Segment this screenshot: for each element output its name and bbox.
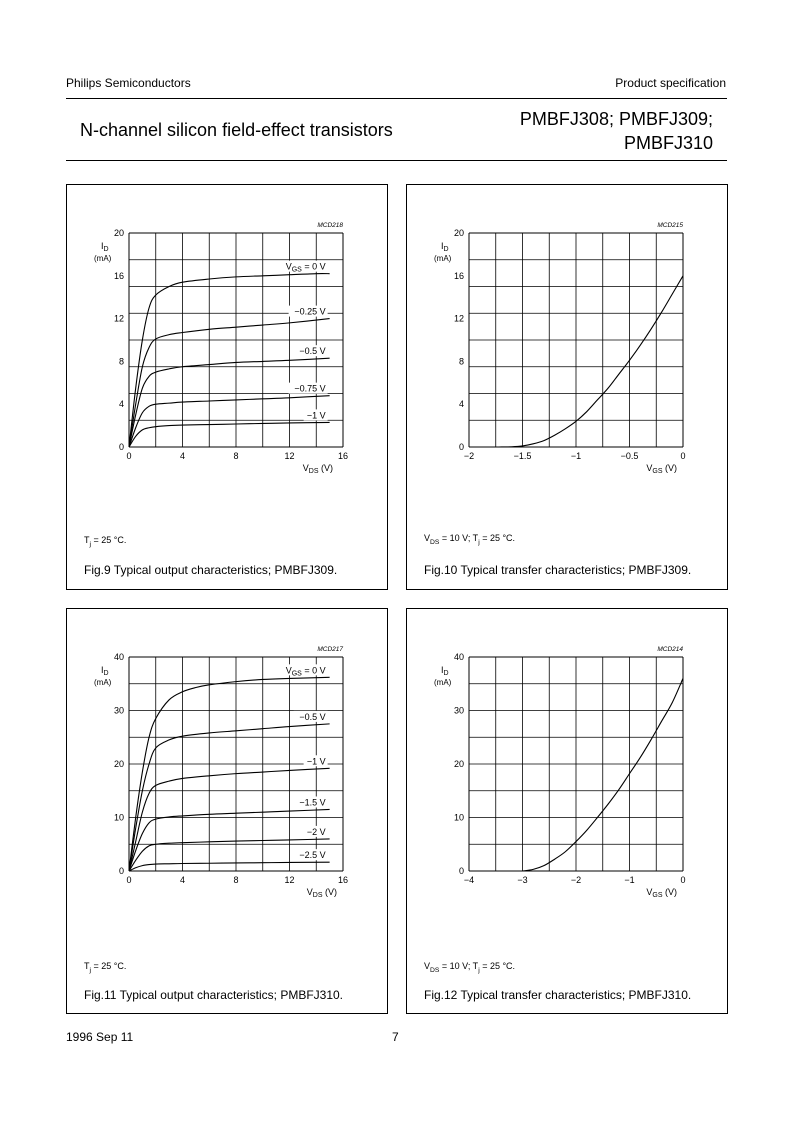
x-axis-label: $V_{GS}$ (V) xyxy=(646,463,677,475)
x-tick-label: 4 xyxy=(179,451,186,461)
footer-date: 1996 Sep 11 xyxy=(66,1030,134,1044)
x-tick-label: 0 xyxy=(126,875,132,885)
y-tick-label: 0 xyxy=(458,866,464,876)
figure-code: MCD217 xyxy=(317,646,343,653)
series-label: −1 V xyxy=(306,756,326,767)
y-tick-label: 40 xyxy=(113,652,124,662)
figure-9-chart xyxy=(67,185,389,591)
y-axis-unit: (mA) xyxy=(94,254,112,263)
part-numbers xyxy=(520,107,713,155)
series-line xyxy=(129,358,330,447)
x-axis-label: $V_{DS}$ (V) xyxy=(302,463,333,475)
x-tick-label: 12 xyxy=(284,451,295,461)
x-tick-label: 0 xyxy=(680,451,686,461)
y-axis-unit: (mA) xyxy=(94,678,112,687)
page-number: 7 xyxy=(392,1030,399,1044)
y-tick-label: 0 xyxy=(458,442,464,452)
x-tick-label: −1 xyxy=(624,875,635,885)
y-tick-label: 30 xyxy=(113,705,124,716)
series-label: −0.5 V xyxy=(299,711,326,722)
x-axis-label: $V_{DS}$ (V) xyxy=(306,887,337,899)
y-tick-label: 20 xyxy=(453,228,464,238)
figure-12-caption: Fig.12 Typical transfer characteristics; PMBFJ310. xyxy=(424,988,692,1002)
x-tick-label: −1.5 xyxy=(513,451,532,461)
x-tick-label: 8 xyxy=(233,451,239,461)
y-tick-label: 16 xyxy=(453,270,464,281)
figure-9-panel xyxy=(66,184,388,590)
y-tick-label: 10 xyxy=(453,812,464,823)
y-tick-label: 20 xyxy=(453,759,464,769)
part-numbers-line1: PMBFJ308; PMBFJ309; xyxy=(519,109,713,129)
figure-10-chart xyxy=(407,185,729,591)
title-rule xyxy=(66,160,727,161)
x-tick-label: −2 xyxy=(570,875,582,885)
x-tick-label: 4 xyxy=(179,875,186,885)
figure-12-chart xyxy=(407,609,729,1015)
figure-10-caption: Fig.10 Typical transfer characteristics; PMBFJ309. xyxy=(424,563,692,577)
figure-11-caption: Fig.11 Typical output characteristics; PMBFJ310. xyxy=(84,988,344,1002)
part-numbers-line2: PMBFJ310 xyxy=(623,133,713,153)
y-axis-label: $I_D$ xyxy=(441,241,449,253)
document-title: N-channel silicon field-effect transistors xyxy=(80,120,393,140)
figure-12-panel xyxy=(406,608,728,1014)
y-tick-label: 8 xyxy=(458,356,464,367)
series-label: −0.25 V xyxy=(294,306,326,317)
chart-grid xyxy=(469,657,683,871)
y-axis-label: $I_D$ xyxy=(441,665,449,677)
x-tick-label: 0 xyxy=(126,451,132,461)
y-tick-label: 8 xyxy=(118,356,124,367)
y-axis-label: $I_D$ xyxy=(101,241,109,253)
y-tick-label: 12 xyxy=(453,313,464,324)
company-name: Philips Semiconductors xyxy=(66,76,191,90)
series-line xyxy=(129,396,330,447)
x-tick-label: 0 xyxy=(680,875,686,885)
figure-10-panel xyxy=(406,184,728,590)
y-axis-unit: (mA) xyxy=(434,254,452,263)
series-label: −1.5 V xyxy=(299,797,326,808)
x-tick-label: −0.5 xyxy=(620,451,639,461)
series-label: −0.5 V xyxy=(299,346,326,357)
y-tick-label: 12 xyxy=(113,313,124,324)
y-axis-label: $I_D$ xyxy=(101,665,109,677)
y-tick-label: 4 xyxy=(118,399,124,410)
figure-9-conditions: $T_j = 25$ °C. xyxy=(84,535,127,548)
x-tick-label: 16 xyxy=(337,875,349,885)
x-tick-label: 16 xyxy=(337,451,349,461)
x-tick-label: 12 xyxy=(284,875,295,885)
y-tick-label: 30 xyxy=(453,705,464,716)
figure-11-panel xyxy=(66,608,388,1014)
y-axis-unit: (mA) xyxy=(434,678,452,687)
y-tick-label: 10 xyxy=(113,812,124,823)
figure-code: MCD214 xyxy=(657,646,683,653)
figure-10-conditions: $V_{DS} = 10$ V; $T_j = 25$ °C. xyxy=(424,533,516,546)
x-axis-label: $V_{GS}$ (V) xyxy=(646,887,677,899)
series-line xyxy=(129,422,330,447)
y-tick-label: 4 xyxy=(458,399,464,410)
chart-grid xyxy=(469,233,683,447)
figure-code: MCD218 xyxy=(317,222,343,229)
document-type: Product specification xyxy=(615,76,726,90)
x-tick-label: −3 xyxy=(517,875,528,885)
y-tick-label: 0 xyxy=(118,442,124,452)
series-line xyxy=(499,276,683,447)
series-label: −0.75 V xyxy=(294,383,326,394)
x-tick-label: −4 xyxy=(463,875,475,885)
series-label: $V_{GS} = 0$ V xyxy=(285,261,326,274)
figure-9-caption: Fig.9 Typical output characteristics; PMBFJ309. xyxy=(84,563,338,577)
y-tick-label: 0 xyxy=(118,866,124,876)
x-tick-label: −2 xyxy=(463,451,475,461)
series-label: −1 V xyxy=(306,410,326,421)
x-tick-label: 8 xyxy=(233,875,239,885)
series-line xyxy=(129,862,330,871)
y-tick-label: 16 xyxy=(113,270,124,281)
figure-11-chart xyxy=(67,609,389,1015)
y-tick-label: 20 xyxy=(113,228,124,238)
header-rule xyxy=(66,98,727,99)
y-tick-label: 20 xyxy=(113,759,124,769)
figure-11-conditions: $T_j = 25$ °C. xyxy=(84,961,127,974)
series-label: −2.5 V xyxy=(299,850,326,861)
x-tick-label: −1 xyxy=(570,451,582,461)
figure-code: MCD215 xyxy=(657,222,683,229)
series-label: −2 V xyxy=(306,826,326,837)
y-tick-label: 40 xyxy=(453,652,464,662)
series-label: $V_{GS} = 0$ V xyxy=(285,665,326,678)
figure-12-conditions: $V_{DS} = 10$ V; $T_j = 25$ °C. xyxy=(424,961,516,974)
